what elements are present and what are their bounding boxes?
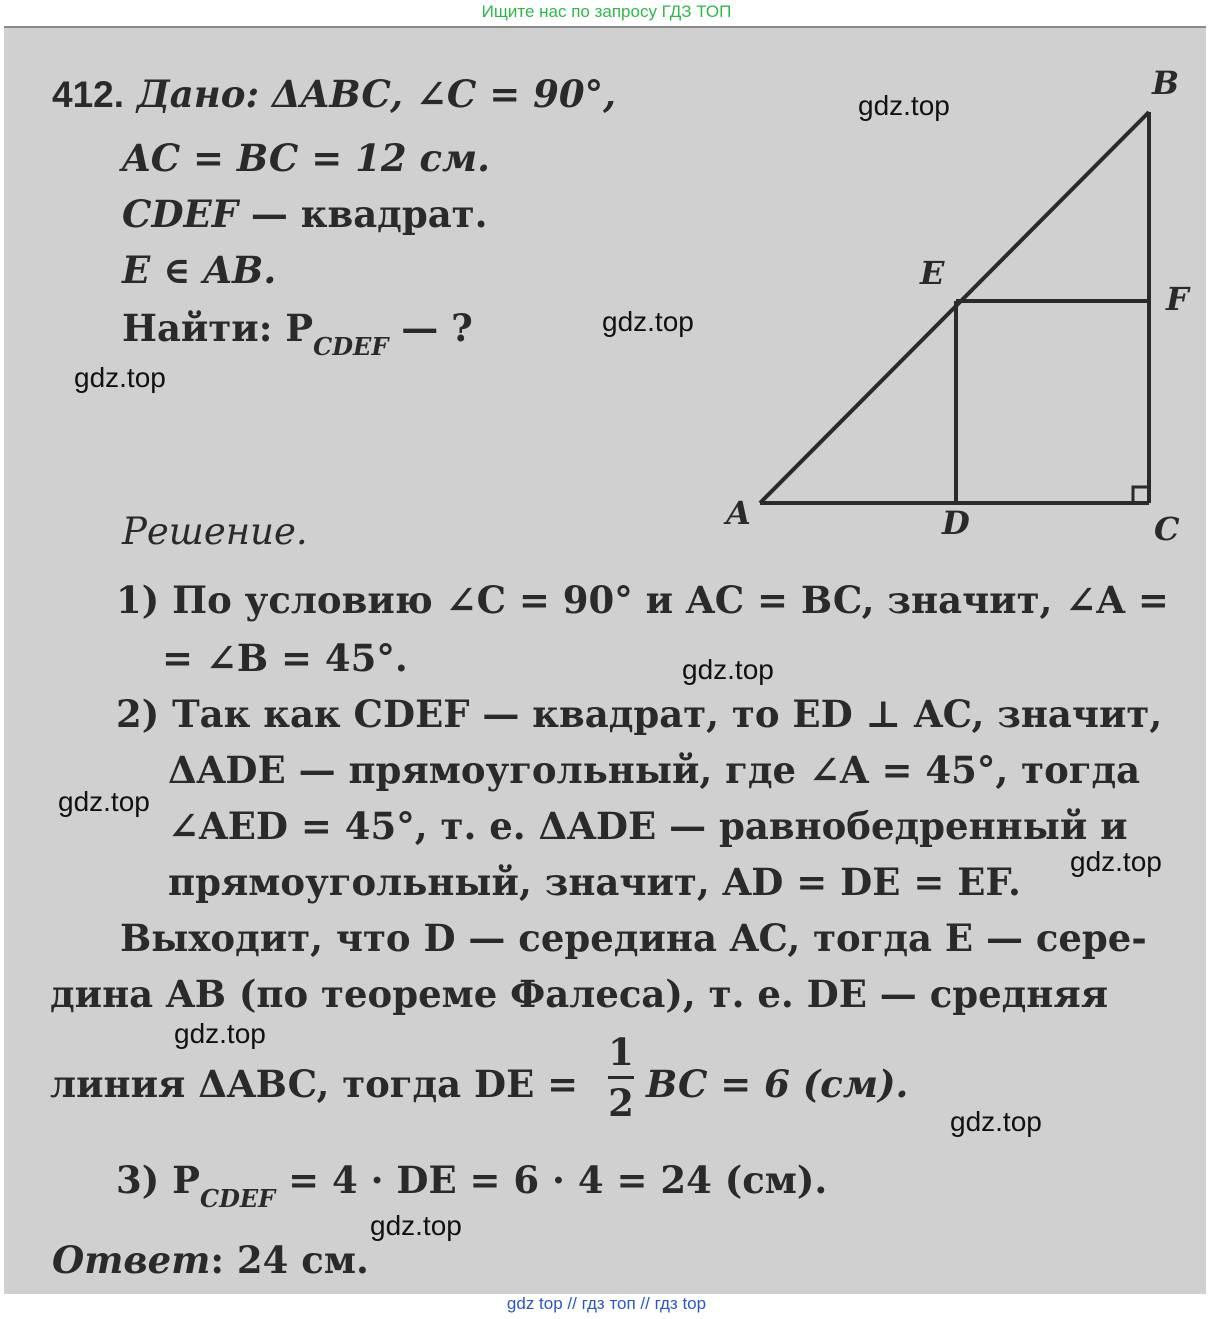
step1-line1: 1) По условию ∠C = 90° и AC = BC, значит, ∠A =: [116, 578, 1169, 622]
solution-heading: Решение.: [122, 510, 308, 553]
step3-label: 3) P: [116, 1158, 200, 1202]
fraction-denominator: 2: [608, 1081, 634, 1125]
answer-rest: : 24 см.: [210, 1238, 369, 1282]
label-f: F: [1166, 280, 1189, 318]
bottom-banner[interactable]: gdz top // гдз топ // гдз top: [506, 1294, 707, 1313]
given-rest: : ΔABC, ∠C = 90°,: [245, 72, 616, 116]
step2-line2: ΔADE — прямоугольный, где ∠A = 45°, тогда: [168, 748, 1141, 792]
find-label: Найти: P: [122, 306, 314, 350]
watermark-1: gdz.top: [858, 90, 950, 121]
watermark-2: gdz.top: [602, 306, 694, 337]
watermark-4: gdz.top: [682, 654, 774, 685]
para-line1: Выходит, что D — середина AC, тогда E — сере-: [120, 916, 1147, 960]
watermark-8: gdz.top: [950, 1106, 1042, 1137]
step2-line1: 2) Так как CDEF — квадрат, то ED ⊥ AC, значит,: [116, 692, 1163, 736]
watermark-9: gdz.top: [370, 1210, 462, 1241]
right-angle-mark: [1133, 487, 1149, 503]
fraction-bar: [608, 1076, 634, 1079]
label-b: B: [1152, 64, 1180, 102]
given-square-name: CDEF: [122, 192, 239, 236]
watermark-5: gdz.top: [58, 786, 150, 817]
step2-line3: ∠AED = 45°, т. е. ΔADE — равнобедренный и: [168, 804, 1128, 848]
label-e: E: [920, 254, 945, 292]
para-line3-a: линия ΔABC, тогда DE =: [50, 1062, 579, 1106]
textbook-page: [4, 26, 1206, 1294]
label-a: A: [726, 494, 751, 532]
given-square-rest: — квадрат.: [238, 192, 488, 236]
given-sides: AC = BC = 12 см.: [122, 136, 491, 180]
para-line3-b: BC = 6 (см).: [646, 1062, 909, 1106]
label-d: D: [942, 504, 970, 542]
step3-line: [116, 1158, 828, 1213]
given-label: Дано: [136, 72, 246, 116]
step1-line2: = ∠B = 45°.: [162, 636, 408, 680]
answer-line: [52, 1238, 369, 1282]
step3-subscript: CDEF: [199, 1184, 276, 1213]
top-banner[interactable]: Ищите нас по запросу ГДЗ ТОП: [481, 2, 732, 21]
label-c: C: [1154, 510, 1180, 548]
fraction-numerator: 1: [608, 1030, 634, 1074]
answer-label: Ответ: [52, 1238, 211, 1282]
fraction-half: [608, 1030, 634, 1125]
step2-line4: прямоугольный, значит, AD = DE = EF.: [168, 860, 1021, 904]
problem-number: 412.: [52, 74, 125, 115]
watermark-3: gdz.top: [74, 362, 166, 393]
given-point: E ∈ AB.: [122, 248, 277, 292]
para-line2: дина AB (по теореме Фалеса), т. е. DE — средняя: [50, 972, 1109, 1016]
find-subscript: CDEF: [313, 332, 389, 361]
watermark-6: gdz.top: [1070, 846, 1162, 877]
step3-rest: = 4 · DE = 6 · 4 = 24 (см).: [275, 1158, 828, 1202]
find-rest: — ?: [388, 306, 473, 350]
watermark-7: gdz.top: [174, 1018, 266, 1049]
